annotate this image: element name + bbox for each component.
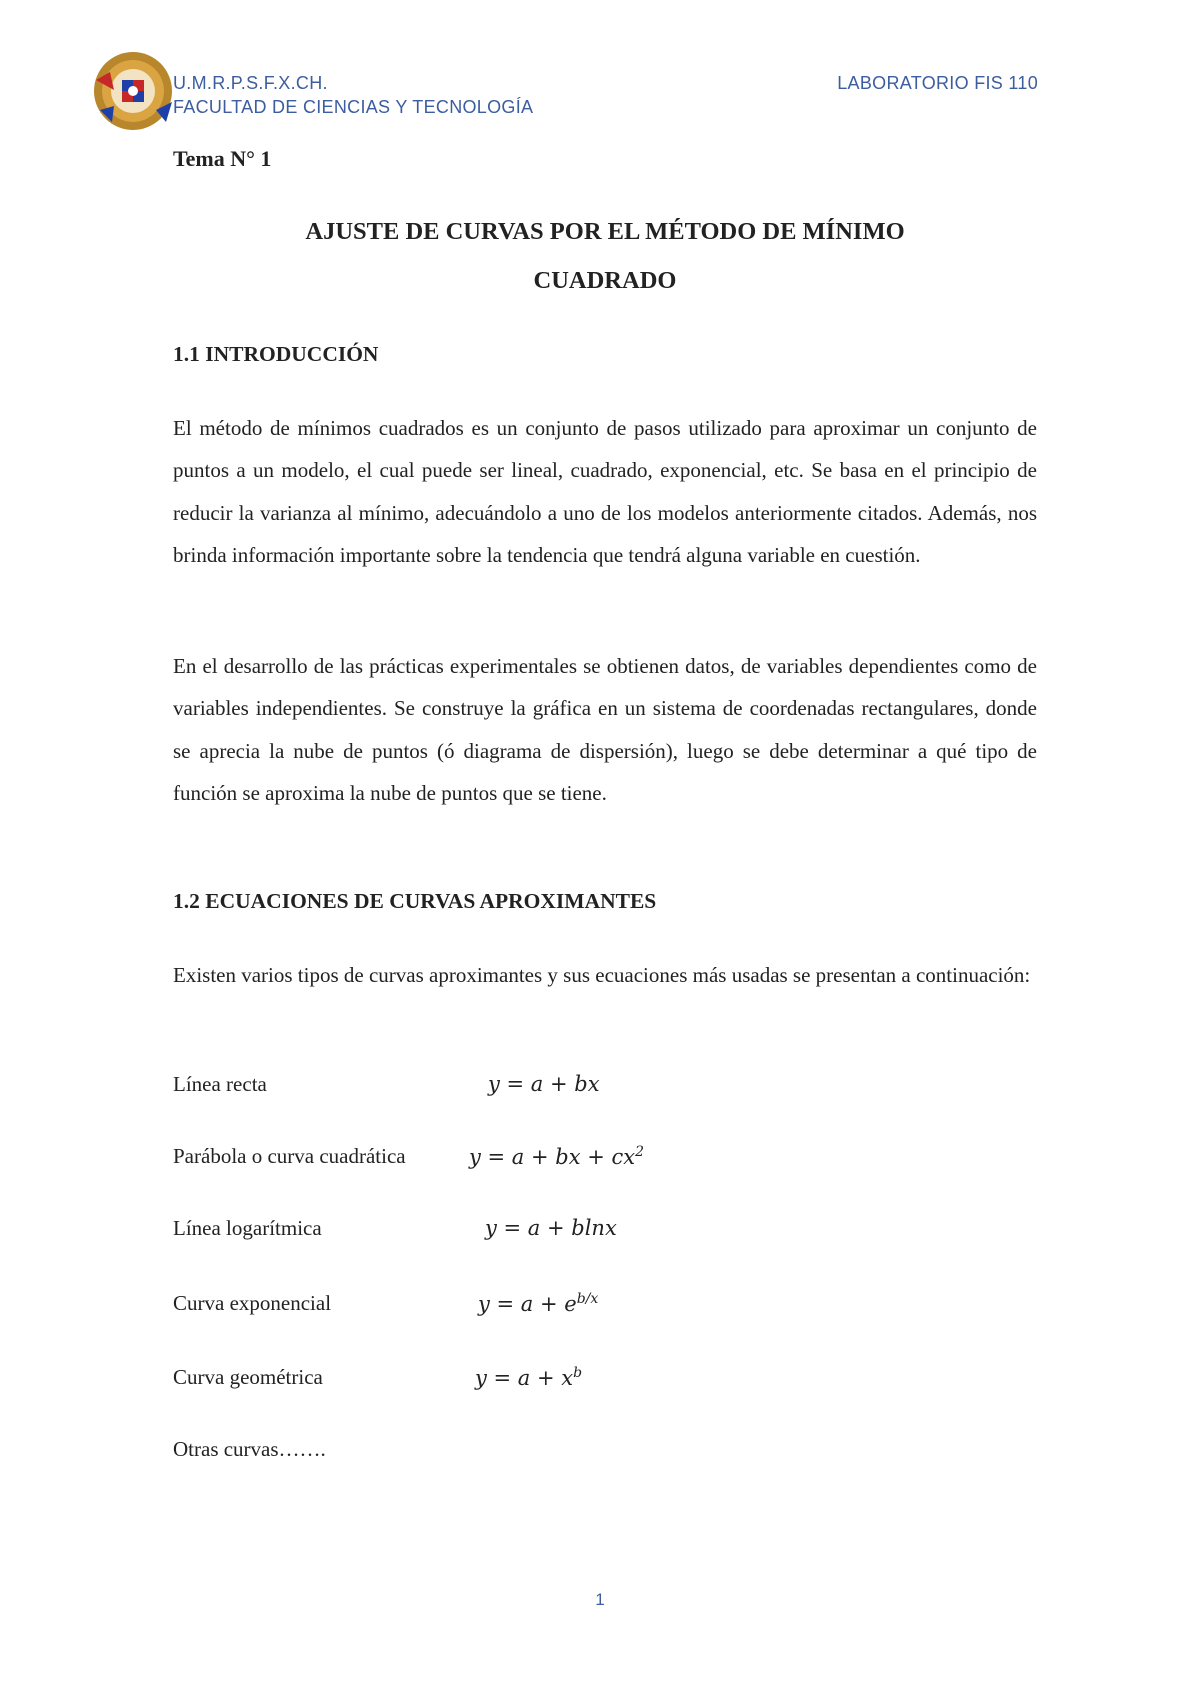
equation-row-logaritmica xyxy=(173,1216,1037,1256)
equations-intro-paragraph: Existen varios tipos de curvas aproximantes y sus ecuaciones más usadas se presentan a continuación: xyxy=(173,963,1031,987)
equation-formula: y = a + bx + $cx^2$ xyxy=(469,1144,645,1169)
header-institution: U.M.R.P.S.F.X.CH. xyxy=(173,73,328,93)
header-lab-name: LABORATORIO FIS 110 xyxy=(837,73,1038,93)
equation-formula: y = a + bx xyxy=(488,1072,600,1096)
equation-label: Curva geométrica xyxy=(173,1365,323,1389)
equation-exponent: b/x xyxy=(576,1291,599,1307)
equation-label: Línea logarítmica xyxy=(173,1216,322,1240)
university-seal-logo xyxy=(92,50,174,132)
document-title-line2: CUADRADO xyxy=(533,267,677,294)
equation-row-geometrica xyxy=(173,1365,1037,1405)
equation-formula: y = a + blnx xyxy=(485,1216,617,1240)
equation-row-linea-recta xyxy=(173,1072,1037,1112)
equation-row-exponencial xyxy=(173,1291,1037,1331)
equation-exponent: b xyxy=(573,1365,583,1381)
section-heading-introduccion: 1.1 INTRODUCCIÓN xyxy=(173,342,379,366)
topic-number: Tema N° 1 xyxy=(173,146,272,171)
document-title-line1: AJUSTE DE CURVAS POR EL MÉTODO DE MÍNIMO xyxy=(305,218,905,245)
equation-label: Curva exponencial xyxy=(173,1291,332,1315)
section-heading-ecuaciones: 1.2 ECUACIONES DE CURVAS APROXIMANTES xyxy=(173,889,657,913)
header-faculty: FACULTAD DE CIENCIAS Y TECNOLOGÍA xyxy=(173,97,534,117)
intro-paragraph-2: En el desarrollo de las prácticas experimentales se obtienen datos, de variables dependientes como de variables independientes. Se construye la gráfica en un sistema de coordenadas rectangulares, donde se aprecia la nube de puntos (ó diagrama de dispersión), luego se debe determinar a qué tipo de función se aproxima la nube de puntos que se tiene. xyxy=(173,654,1037,806)
equation-label: Parábola o curva cuadrática xyxy=(173,1144,406,1168)
equation-row-parabola xyxy=(173,1144,1037,1184)
equation-exponent: 2 xyxy=(635,1144,645,1160)
equation-label: Línea recta xyxy=(173,1072,267,1096)
page-number: 1 xyxy=(595,1590,605,1609)
equation-formula: $y = a + x^b$ xyxy=(475,1365,583,1390)
equation-formula: $y = a + e^{b/x}$ xyxy=(478,1291,599,1316)
other-curves-text: Otras curvas……. xyxy=(173,1437,326,1461)
intro-paragraph-1: El método de mínimos cuadrados es un conjunto de pasos utilizado para aproximar un conjunto de puntos a un modelo, el cual puede ser lineal, cuadrado, exponencial, etc. Se basa en el principio de reducir la varianza al mínimo, adecuándolo a uno de los modelos anteriormente citados. Además, nos brinda información importante sobre la tendencia que tendrá alguna variable en cuestión. xyxy=(173,416,1037,568)
